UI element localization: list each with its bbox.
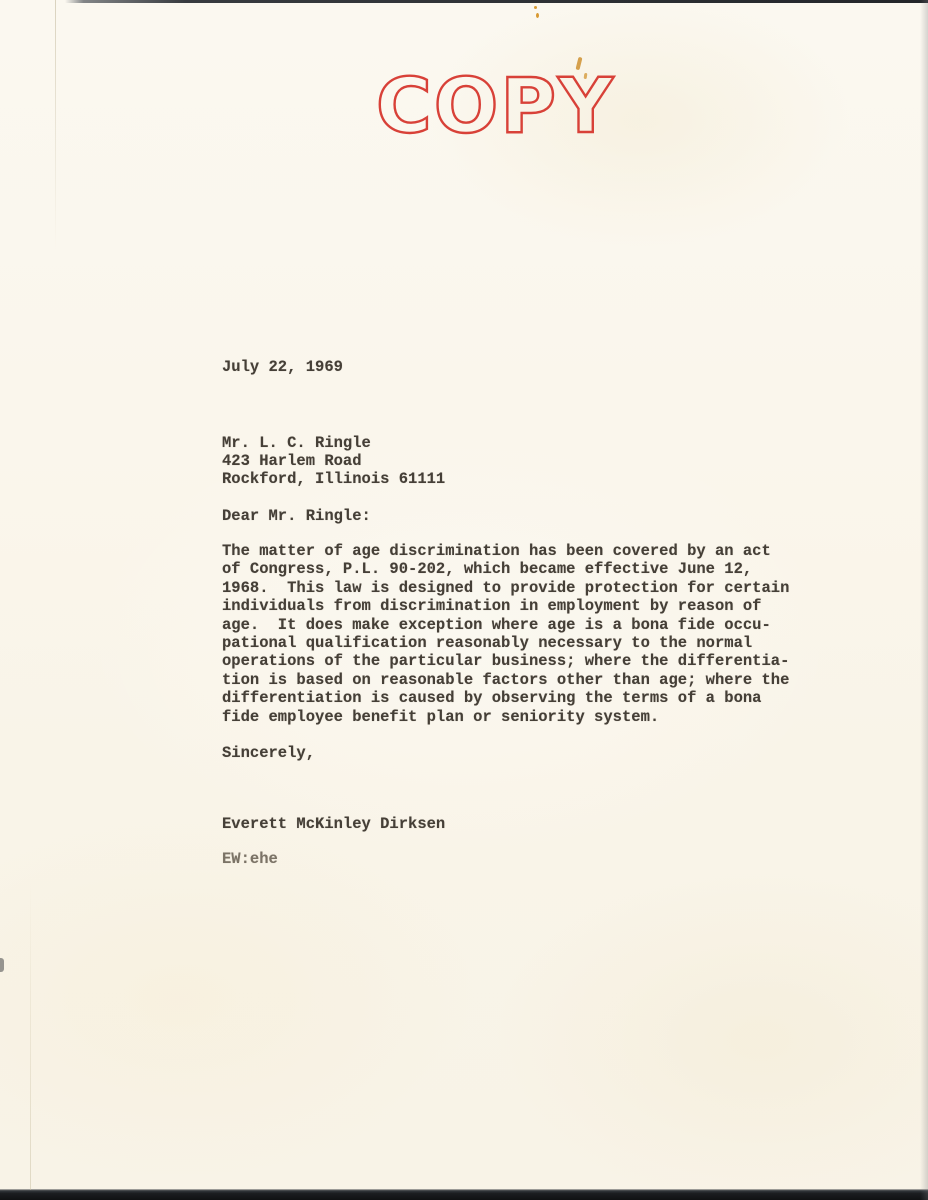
body-line: individuals from discrimination in employment by reason of: [222, 597, 762, 616]
paper-fleck: [575, 57, 582, 71]
body-line: age. It does make exception where age is a bona fide occu-: [222, 615, 771, 634]
recipient-city-state-zip: Rockford, Illinois 61111: [222, 470, 446, 488]
recipient-name: Mr. L. C. Ringle: [222, 434, 371, 452]
body-line: operations of the particular business; where the differentia-: [222, 652, 790, 671]
body-line: fide employee benefit plan or seniority system.: [222, 707, 660, 726]
body-line: tion is based on reasonable factors other than age; where the: [222, 670, 790, 689]
scan-top-edge-strip: [0, 0, 928, 3]
paper-speck: [536, 13, 539, 18]
body-line: of Congress, P.L. 90-202, which became effective June 12,: [222, 560, 753, 579]
complimentary-closing: Sincerely,: [222, 744, 316, 762]
recipient-street: 423 Harlem Road: [222, 452, 362, 470]
signer-name: Everett McKinley Dirksen: [222, 815, 446, 833]
copy-stamp: [368, 70, 628, 150]
reference-initials: EW:ehe: [222, 850, 278, 868]
letter-body-paragraph: [222, 542, 789, 726]
paper-speck: [534, 6, 537, 9]
scan-edge-notch: [0, 958, 4, 972]
body-line: differentiation is caused by observing the terms of a bona: [222, 689, 762, 708]
body-line: The matter of age discrimination has been covered by an act: [222, 542, 771, 560]
letter-date: July 22, 1969: [222, 358, 343, 376]
paper-crease-top: [55, 0, 56, 250]
paper-crease-bottom: [30, 880, 31, 1190]
recipient-address-block: [222, 434, 445, 488]
body-line: 1968. This law is designed to provide protection for certain: [222, 578, 790, 597]
scan-bottom-edge-strip: [0, 1189, 928, 1200]
copy-stamp-text: COPY: [376, 70, 616, 150]
body-line: pational qualification reasonably necessary to the normal: [222, 634, 753, 653]
salutation: Dear Mr. Ringle:: [222, 507, 371, 525]
scan-right-edge-shadow: [920, 0, 928, 1200]
